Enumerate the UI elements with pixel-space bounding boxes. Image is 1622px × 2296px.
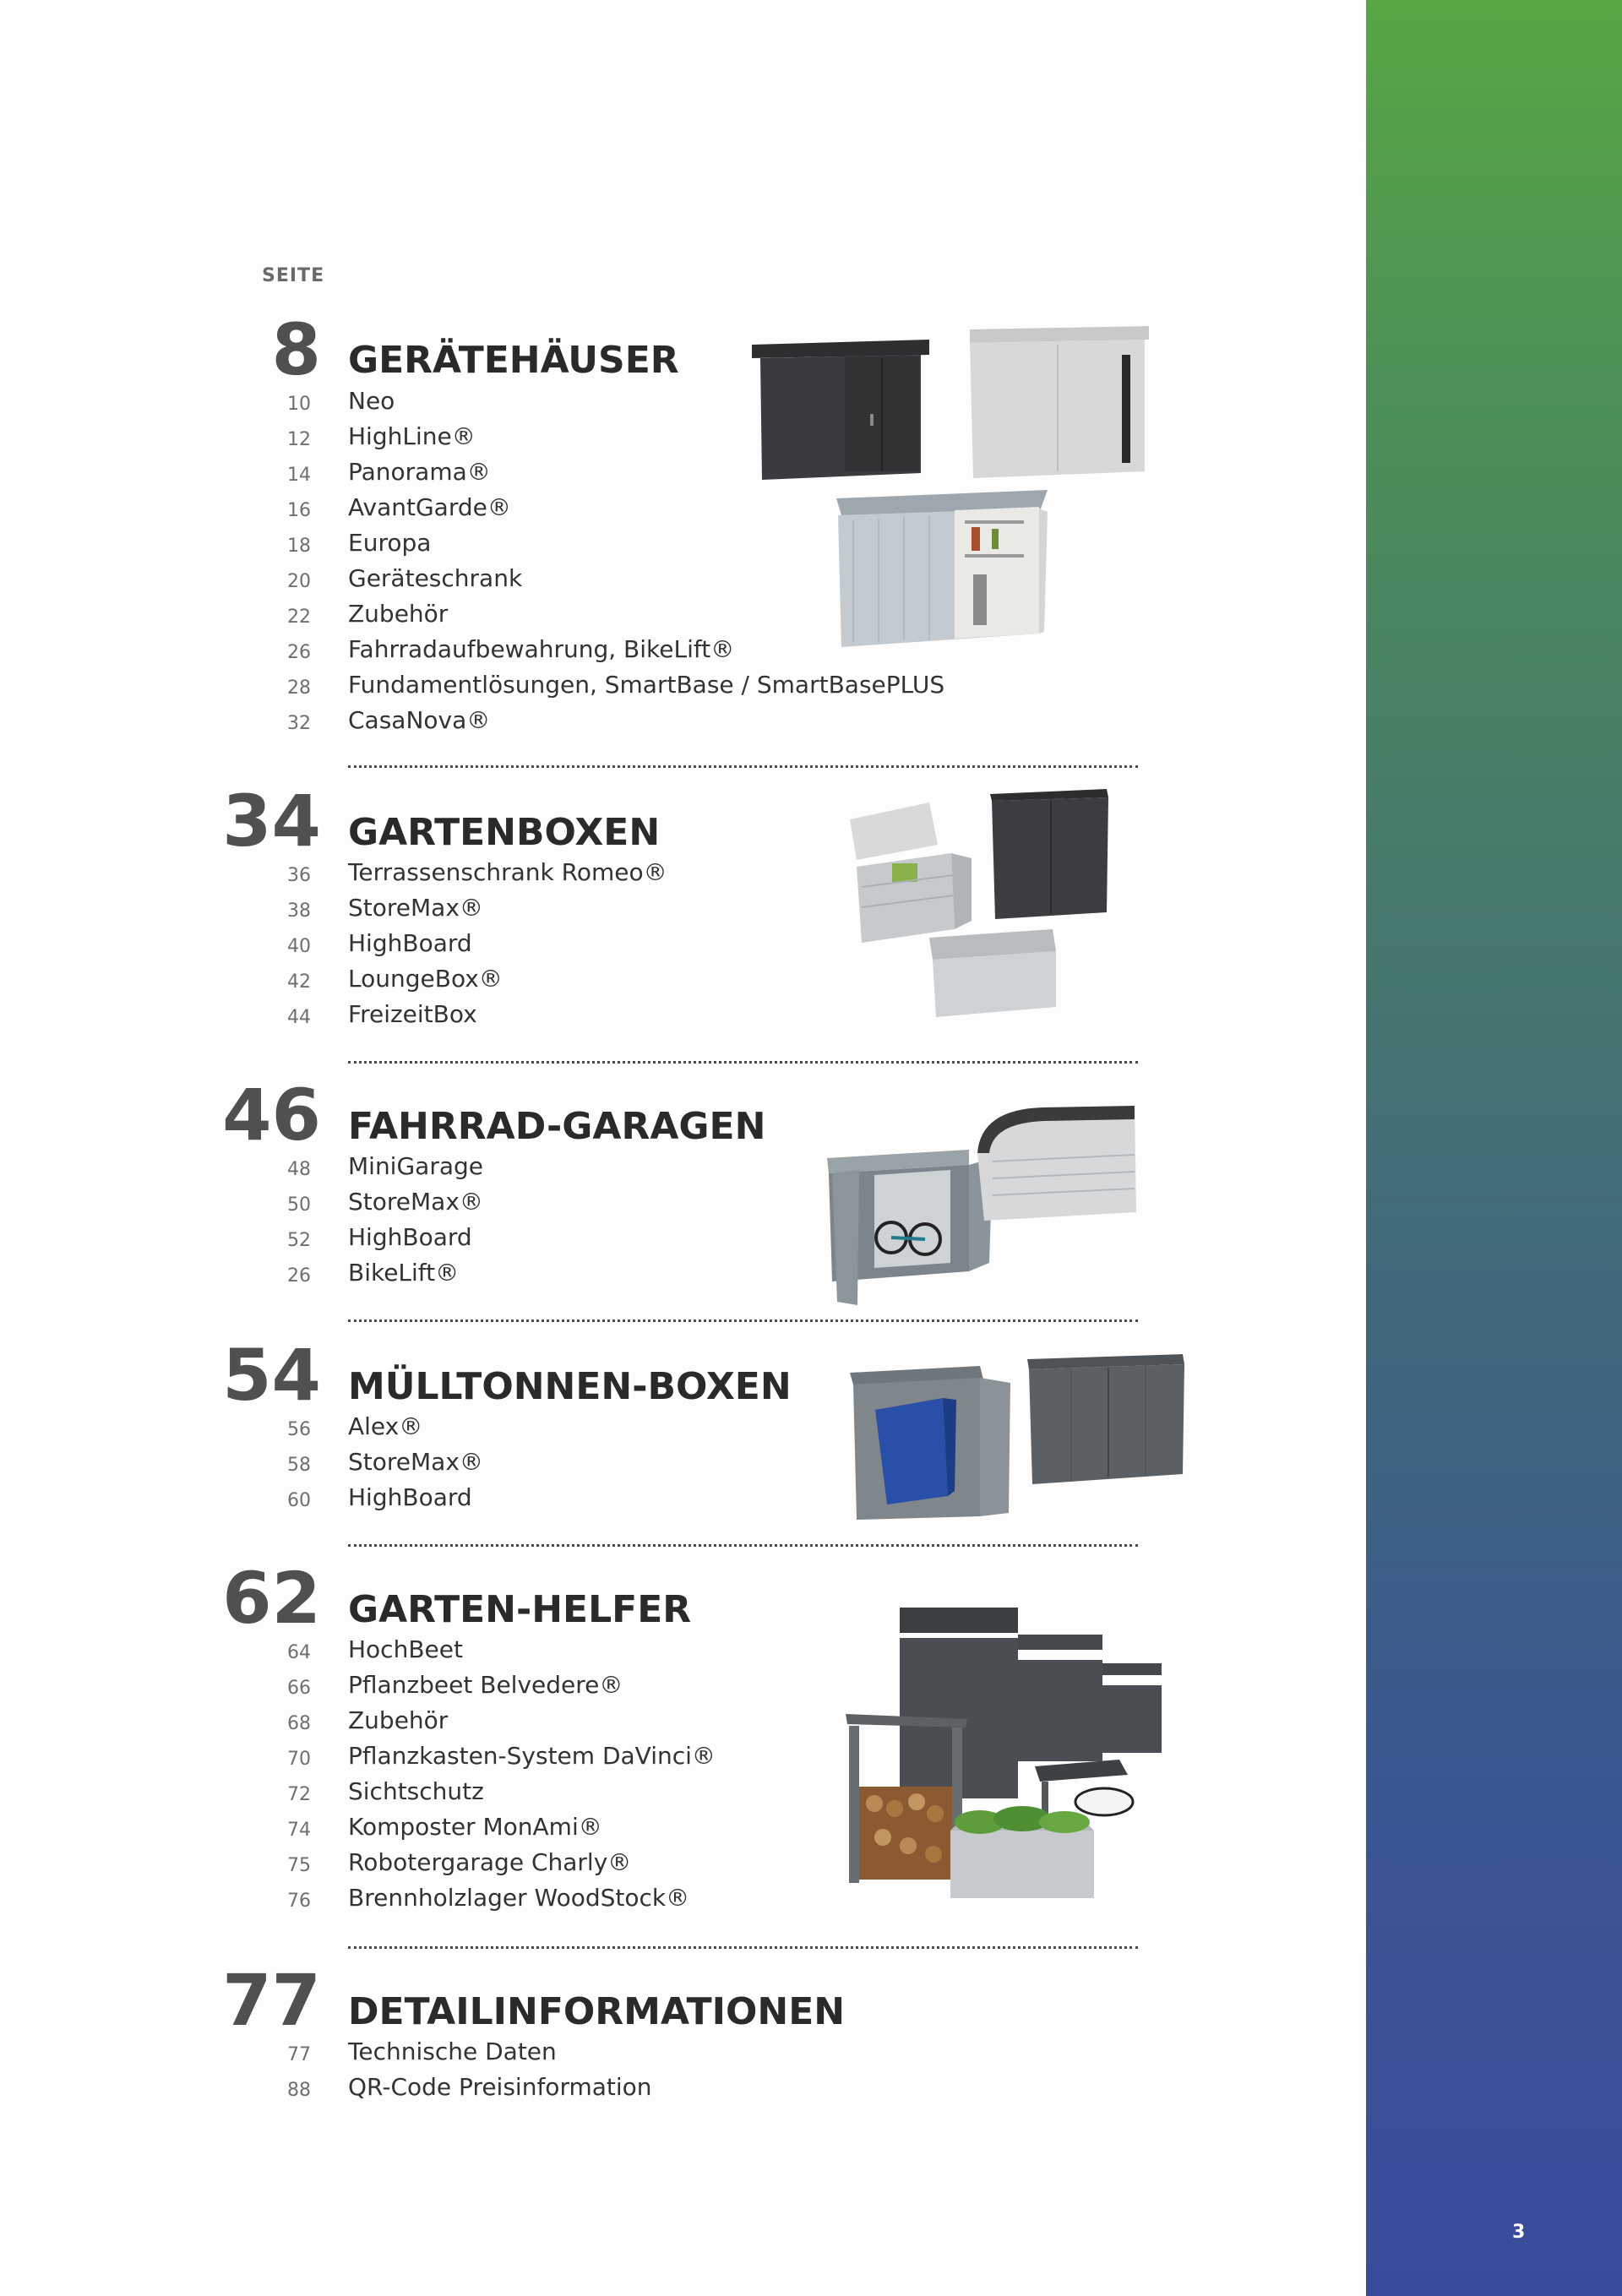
toc-entry-page: 42 xyxy=(287,971,311,993)
toc-entry-page: 58 xyxy=(287,1455,311,1476)
toc-entry-page: 18 xyxy=(287,536,311,557)
garden-boxes-illustration xyxy=(845,786,1132,1031)
toc-entry-label: Terrassenschrank Romeo® xyxy=(348,858,667,886)
toc-entry-label: Alex® xyxy=(348,1412,423,1440)
toc-entry-page: 70 xyxy=(287,1749,311,1770)
dotted-divider xyxy=(348,1061,1138,1064)
toc-entry-label: Pflanzbeet Belvedere® xyxy=(348,1671,623,1699)
toc-entry[interactable] xyxy=(0,2038,1014,2073)
toc-entry[interactable] xyxy=(0,706,1014,742)
toc-entry-label: HighBoard xyxy=(348,929,472,957)
toc-entry-page: 66 xyxy=(287,1678,311,1699)
toc-entry-label: StoreMax® xyxy=(348,1188,483,1216)
toc-entry[interactable] xyxy=(0,2073,1014,2108)
section-title: GARTENBOXEN xyxy=(348,811,661,854)
section-title: DETAILINFORMATIONEN xyxy=(348,1990,846,2033)
toc-entry-label: AvantGarde® xyxy=(348,493,511,521)
toc-entry-page: 26 xyxy=(287,1265,311,1287)
toc-entry-page: 36 xyxy=(287,865,311,886)
toc-entry-page: 64 xyxy=(287,1642,311,1663)
toc-entry-label: HighBoard xyxy=(348,1223,472,1251)
page-number: 3 xyxy=(1512,2222,1526,2243)
toc-entry-label: FreizeitBox xyxy=(348,1000,477,1028)
dotted-divider xyxy=(348,1319,1138,1322)
toc-entry-label: Robotergarage Charly® xyxy=(348,1848,632,1876)
toc-entry-label: Fundamentlösungen, SmartBase / SmartBasePLUS xyxy=(348,671,945,699)
toc-entry-label: Europa xyxy=(348,529,432,557)
toc-entry-label: StoreMax® xyxy=(348,1448,483,1476)
toc-entry-page: 88 xyxy=(287,2080,311,2101)
toc-entry-page: 44 xyxy=(287,1007,311,1028)
toc-entry-label: Geräteschrank xyxy=(348,564,523,592)
toc-entry-page: 52 xyxy=(287,1230,311,1251)
toc-entry-page: 28 xyxy=(287,677,311,699)
toc-entry-label: Brennholzlager WoodStock® xyxy=(348,1884,690,1912)
toc-entry-page: 14 xyxy=(287,465,311,486)
toc-entry-page: 40 xyxy=(287,936,311,957)
sheds-illustration xyxy=(743,321,1149,659)
toc-entry-page: 48 xyxy=(287,1159,311,1180)
toc-entry-label: HighLine® xyxy=(348,422,476,450)
toc-entry-label: Neo xyxy=(348,387,395,415)
toc-entry-page: 60 xyxy=(287,1490,311,1511)
toc-entry-label: Technische Daten xyxy=(348,2038,557,2065)
section-number: 77 xyxy=(222,1959,321,2042)
toc-entry-label: Pflanzkasten-System DaVinci® xyxy=(348,1742,716,1770)
toc-entry-page: 77 xyxy=(287,2044,311,2065)
toc-entry-page: 50 xyxy=(287,1194,311,1216)
toc-entry-label: HochBeet xyxy=(348,1635,463,1663)
toc-entry-label: Zubehör xyxy=(348,600,449,628)
toc-entry-page: 76 xyxy=(287,1891,311,1912)
bike-garages-illustration xyxy=(824,1102,1145,1314)
toc-entry-page: 74 xyxy=(287,1820,311,1841)
toc-entry-page: 38 xyxy=(287,900,311,922)
toc-entry-page: 20 xyxy=(287,571,311,592)
toc-entry-page: 26 xyxy=(287,642,311,663)
toc-entry-page: 12 xyxy=(287,429,311,450)
toc-entry[interactable] xyxy=(0,671,1014,706)
section-number: 62 xyxy=(222,1557,321,1640)
toc-entry-label: MiniGarage xyxy=(348,1152,483,1180)
toc-entry-page: 10 xyxy=(287,394,311,415)
garden-helpers-illustration xyxy=(841,1601,1178,1922)
section-title: MÜLLTONNEN-BOXEN xyxy=(348,1365,792,1408)
toc-entry-label: StoreMax® xyxy=(348,894,483,922)
toc-entry-label: Panorama® xyxy=(348,458,491,486)
toc-entry-page: 56 xyxy=(287,1419,311,1440)
section-number: 8 xyxy=(271,308,321,391)
section-number: 46 xyxy=(222,1074,321,1156)
toc-entry-label: CasaNova® xyxy=(348,706,491,734)
section-title: GERÄTEHÄUSER xyxy=(348,339,679,382)
toc-entry-label: HighBoard xyxy=(348,1483,472,1511)
toc-entry-label: Komposter MonAmi® xyxy=(348,1813,602,1841)
toc-entry-page: 75 xyxy=(287,1855,311,1876)
toc-entry-label: Sichtschutz xyxy=(348,1777,484,1805)
section-title: GARTEN-HELFER xyxy=(348,1588,692,1631)
toc-entry-page: 22 xyxy=(287,607,311,628)
dotted-divider xyxy=(348,1946,1138,1949)
toc-entry-label: Fahrradaufbewahrung, BikeLift® xyxy=(348,635,735,663)
section-number: 34 xyxy=(222,780,321,862)
toc-entry-label: QR-Code Preisinformation xyxy=(348,2073,652,2101)
dotted-divider xyxy=(348,765,1138,768)
toc-entry-page: 32 xyxy=(287,713,311,734)
section-number: 54 xyxy=(222,1334,321,1417)
toc-entry-page: 68 xyxy=(287,1713,311,1734)
toc-entry-label: BikeLift® xyxy=(348,1259,460,1287)
dotted-divider xyxy=(348,1544,1138,1547)
bin-boxes-illustration xyxy=(845,1347,1191,1525)
toc-entry-label: Zubehör xyxy=(348,1706,449,1734)
toc-entry-page: 72 xyxy=(287,1784,311,1805)
section-title: FAHRRAD-GARAGEN xyxy=(348,1105,766,1148)
toc-entry-page: 16 xyxy=(287,500,311,521)
toc-entry-label: LoungeBox® xyxy=(348,965,503,993)
seite-label: SEITE xyxy=(262,265,325,286)
green-gradient-band xyxy=(1366,0,1622,2296)
